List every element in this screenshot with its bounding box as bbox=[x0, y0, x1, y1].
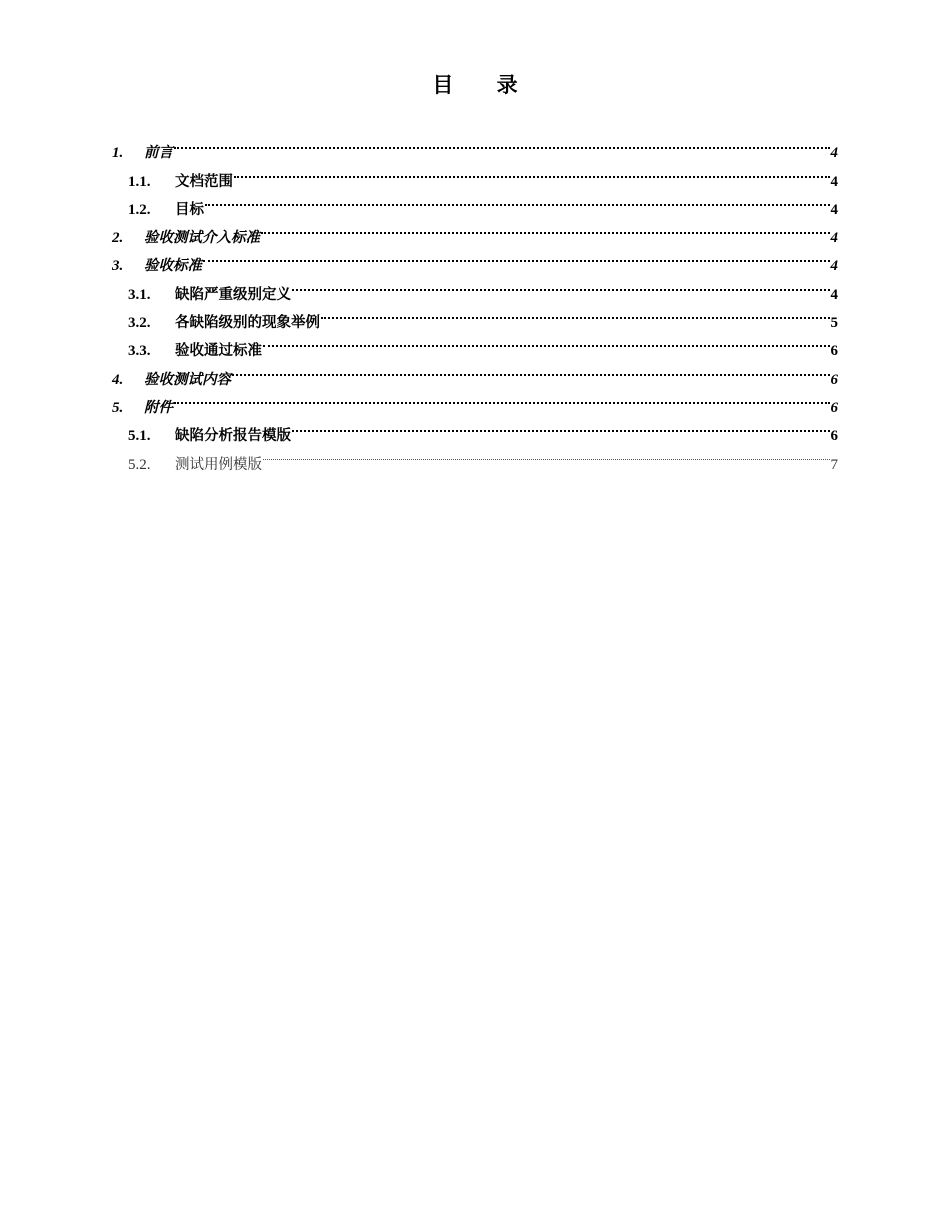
toc-entry-number: 3.2. bbox=[128, 315, 151, 332]
toc-entry-page: 4 bbox=[830, 145, 838, 162]
toc-entry-page: 7 bbox=[830, 456, 838, 473]
toc-entry-number: 2. bbox=[112, 230, 124, 247]
toc-entry-label: 验收通过标准 bbox=[175, 343, 262, 360]
toc-entry-page: 4 bbox=[830, 201, 838, 218]
toc-entry-number: 3.3. bbox=[128, 343, 151, 360]
toc-entry[interactable] bbox=[112, 242, 838, 275]
toc-dot-leader bbox=[292, 412, 830, 440]
toc-entry-page: 6 bbox=[830, 371, 838, 388]
toc-entry-page: 4 bbox=[830, 173, 838, 190]
toc-entry-label: 各缺陷级别的现象举例 bbox=[175, 315, 320, 332]
toc-entry-label: 前言 bbox=[144, 145, 173, 162]
toc-entry-page: 5 bbox=[830, 315, 838, 332]
toc-entry-number: 4. bbox=[112, 371, 124, 388]
toc-entry-page: 4 bbox=[830, 230, 838, 247]
toc-dot-leader bbox=[205, 186, 830, 214]
toc-entry-page: 4 bbox=[830, 258, 838, 275]
toc-dot-leader bbox=[203, 242, 830, 270]
toc-dot-leader bbox=[261, 214, 830, 242]
toc-entry[interactable] bbox=[112, 384, 838, 416]
toc-dot-leader bbox=[263, 327, 830, 355]
toc-entry[interactable] bbox=[112, 157, 838, 190]
toc-entry-number: 1.1. bbox=[128, 173, 151, 190]
toc-entry-page: 4 bbox=[830, 286, 838, 303]
toc-entry-page: 6 bbox=[830, 343, 838, 360]
toc-entry-page: 6 bbox=[830, 428, 838, 445]
toc-entry[interactable] bbox=[112, 186, 838, 218]
toc-entry-label: 附件 bbox=[144, 399, 173, 416]
toc-entry-number: 5.2. bbox=[128, 456, 151, 473]
toc-entry[interactable] bbox=[112, 412, 838, 445]
toc-dot-leader bbox=[232, 355, 830, 383]
toc-entry-label: 验收标准 bbox=[144, 258, 202, 275]
toc-entry[interactable] bbox=[112, 129, 838, 162]
toc-entry-label: 测试用例模版 bbox=[175, 456, 262, 473]
toc-dot-leader bbox=[292, 270, 830, 298]
table-of-contents bbox=[112, 129, 838, 473]
toc-dot-leader bbox=[234, 157, 830, 185]
toc-entry-label: 缺陷分析报告模版 bbox=[175, 428, 291, 445]
toc-dot-leader bbox=[174, 384, 830, 412]
toc-entry-label: 验收测试介入标准 bbox=[144, 230, 260, 247]
toc-entry[interactable] bbox=[112, 214, 838, 247]
toc-entry-number: 1. bbox=[112, 145, 124, 162]
toc-entry-number: 3. bbox=[112, 258, 124, 275]
toc-dot-leader bbox=[174, 129, 830, 157]
toc-entry-label: 目标 bbox=[175, 201, 204, 218]
toc-entry-number: 5.1. bbox=[128, 428, 151, 445]
toc-entry[interactable] bbox=[112, 270, 838, 303]
toc-entry-number: 3.1. bbox=[128, 286, 151, 303]
toc-entry-label: 文档范围 bbox=[175, 173, 233, 190]
toc-title: 目 录 bbox=[432, 73, 536, 97]
toc-dot-leader bbox=[321, 299, 830, 327]
toc-entry-number: 1.2. bbox=[128, 201, 151, 218]
toc-entry-label: 验收测试内容 bbox=[144, 371, 231, 388]
toc-entry-page: 6 bbox=[830, 399, 838, 416]
toc-dot-leader bbox=[263, 440, 830, 468]
toc-entry-label: 缺陷严重级别定义 bbox=[175, 286, 291, 303]
toc-entry-number: 5. bbox=[112, 399, 124, 416]
